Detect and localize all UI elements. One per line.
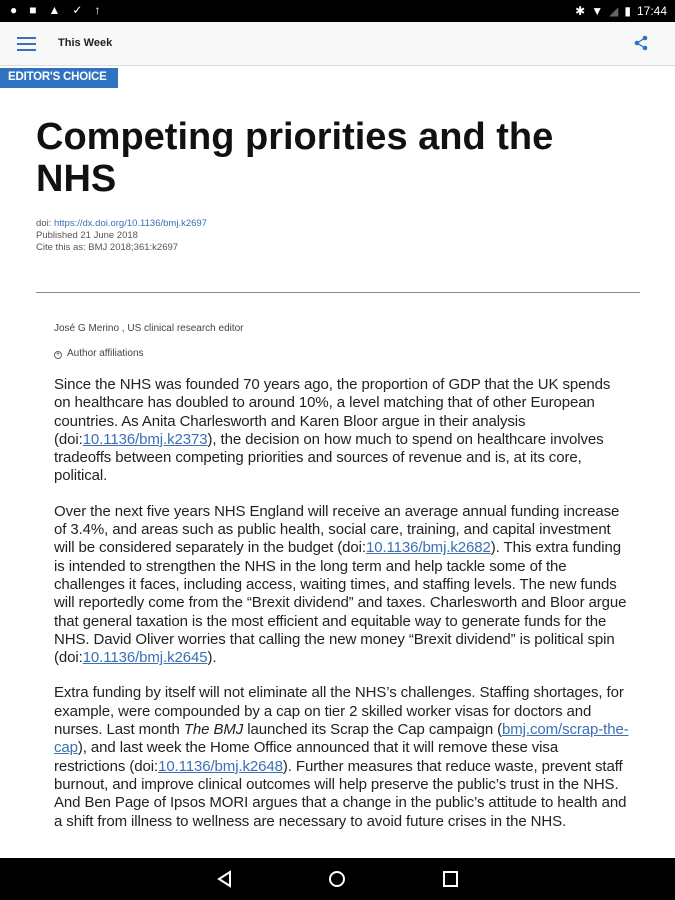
- menu-icon[interactable]: [17, 37, 36, 51]
- warning-icon: ▲: [48, 3, 61, 17]
- notification-icons: [10, 3, 100, 17]
- divider: [36, 292, 640, 293]
- paragraph: [54, 503, 630, 668]
- editors-choice-badge: EDITOR'S CHOICE: [0, 68, 118, 88]
- article-meta: [36, 218, 207, 254]
- author: José G Merino , US clinical research editor: [54, 323, 244, 334]
- battery-icon: ▮: [624, 4, 631, 18]
- location-icon: ●: [10, 3, 18, 17]
- paragraph-text: ). Further measures that reduce waste, prevent staff burnout, and improve clinical outcomes will help preserve the public’s trust in the NHS. And Ben Page of Ipsos MORI argues that a change in the public’s attitude to health and a shift from illness to wellness are necessary to avoid future crises in the NHS.: [54, 757, 627, 830]
- expand-icon: +: [55, 351, 61, 358]
- recents-icon[interactable]: [442, 870, 460, 893]
- paragraph-text: ), and last week the Home Office announced that it will remove these visa restrictions (doi:: [54, 739, 559, 775]
- paragraph-text: Extra funding by itself will not eliminate all the NHS’s challenges. Staffing shortages, for example, were compounded by a cap on tier 2 skilled worker visas for doctors and nurses. Last month: [54, 684, 624, 739]
- paragraph-text: ). This extra funding is intended to strengthen the NHS in the long term and help tackle some of the challenges it faces, including access, waiting times, and staffing levels. The new funds will reportedly come from the “Brexit dividend” and taxes. Charlesworth and Bloor argue that general taxation is the most efficient and equitable way to generate funds for the NHS. David Oliver worries that calling the new money “Brexit dividend” is political spin (doi:: [54, 539, 627, 667]
- doi-label: doi:: [36, 218, 54, 229]
- paragraph-text: ).: [207, 649, 217, 667]
- home-icon[interactable]: [328, 870, 346, 893]
- signal-icon: ◢: [609, 4, 619, 18]
- author-affiliations-toggle[interactable]: [54, 348, 144, 359]
- image-icon: ■: [29, 3, 37, 17]
- paragraph-text: launched its Scrap the Cap campaign (: [243, 721, 503, 739]
- back-icon[interactable]: [216, 870, 234, 893]
- doi-link[interactable]: https://dx.doi.org/10.1136/bmj.k2697: [53, 218, 207, 229]
- paragraph-text: Since the NHS was founded 70 years ago, the proportion of GDP that the UK spends on healthcare has doubled to around 10%, a level matching that of other European countries. As Anita Charlesworth and Karen Bloor argue in their analysis (doi:: [54, 376, 611, 448]
- citation: Cite this as: BMJ 2018;361:k2697: [36, 242, 179, 253]
- doi-link[interactable]: 10.1136/bmj.k2645: [82, 649, 208, 667]
- app-title: This Week: [58, 37, 113, 49]
- doi-link[interactable]: 10.1136/bmj.k2373: [82, 430, 208, 448]
- wifi-icon: ▼: [591, 4, 604, 18]
- doi-link[interactable]: bmj.com/scrap-the-cap: [54, 721, 629, 757]
- paragraph: [54, 684, 630, 830]
- doi-link[interactable]: 10.1136/bmj.k2648: [158, 757, 283, 775]
- share-icon[interactable]: [633, 35, 649, 51]
- navigation-bar: [0, 858, 675, 900]
- journal-name: The BMJ: [183, 721, 244, 739]
- app-bar: [0, 22, 675, 66]
- article-body: [54, 376, 630, 848]
- paragraph-text: Over the next five years NHS England will receive an average annual funding increase of 3.4%, and areas such as public health, social care, training, and capital investment will be considered separately in the budget (doi:: [54, 502, 620, 557]
- clock: 17:44: [636, 4, 667, 18]
- article-title: Competing priorities and the NHS: [36, 116, 554, 200]
- status-bar: [0, 0, 675, 22]
- paragraph-text: ), the decision on how much to spend on healthcare involves tradeoffs between competing priorities and sources of revenue and is, at its core, political.: [54, 430, 604, 485]
- download-done-icon: ✓: [72, 3, 83, 17]
- author-affiliations-label: Author affiliations: [67, 348, 144, 359]
- bluetooth-icon: ✱: [575, 4, 586, 18]
- upload-icon: ↑: [94, 3, 101, 17]
- published-date: Published 21 June 2018: [36, 230, 138, 241]
- paragraph: [54, 376, 630, 486]
- doi-link[interactable]: 10.1136/bmj.k2682: [365, 539, 491, 557]
